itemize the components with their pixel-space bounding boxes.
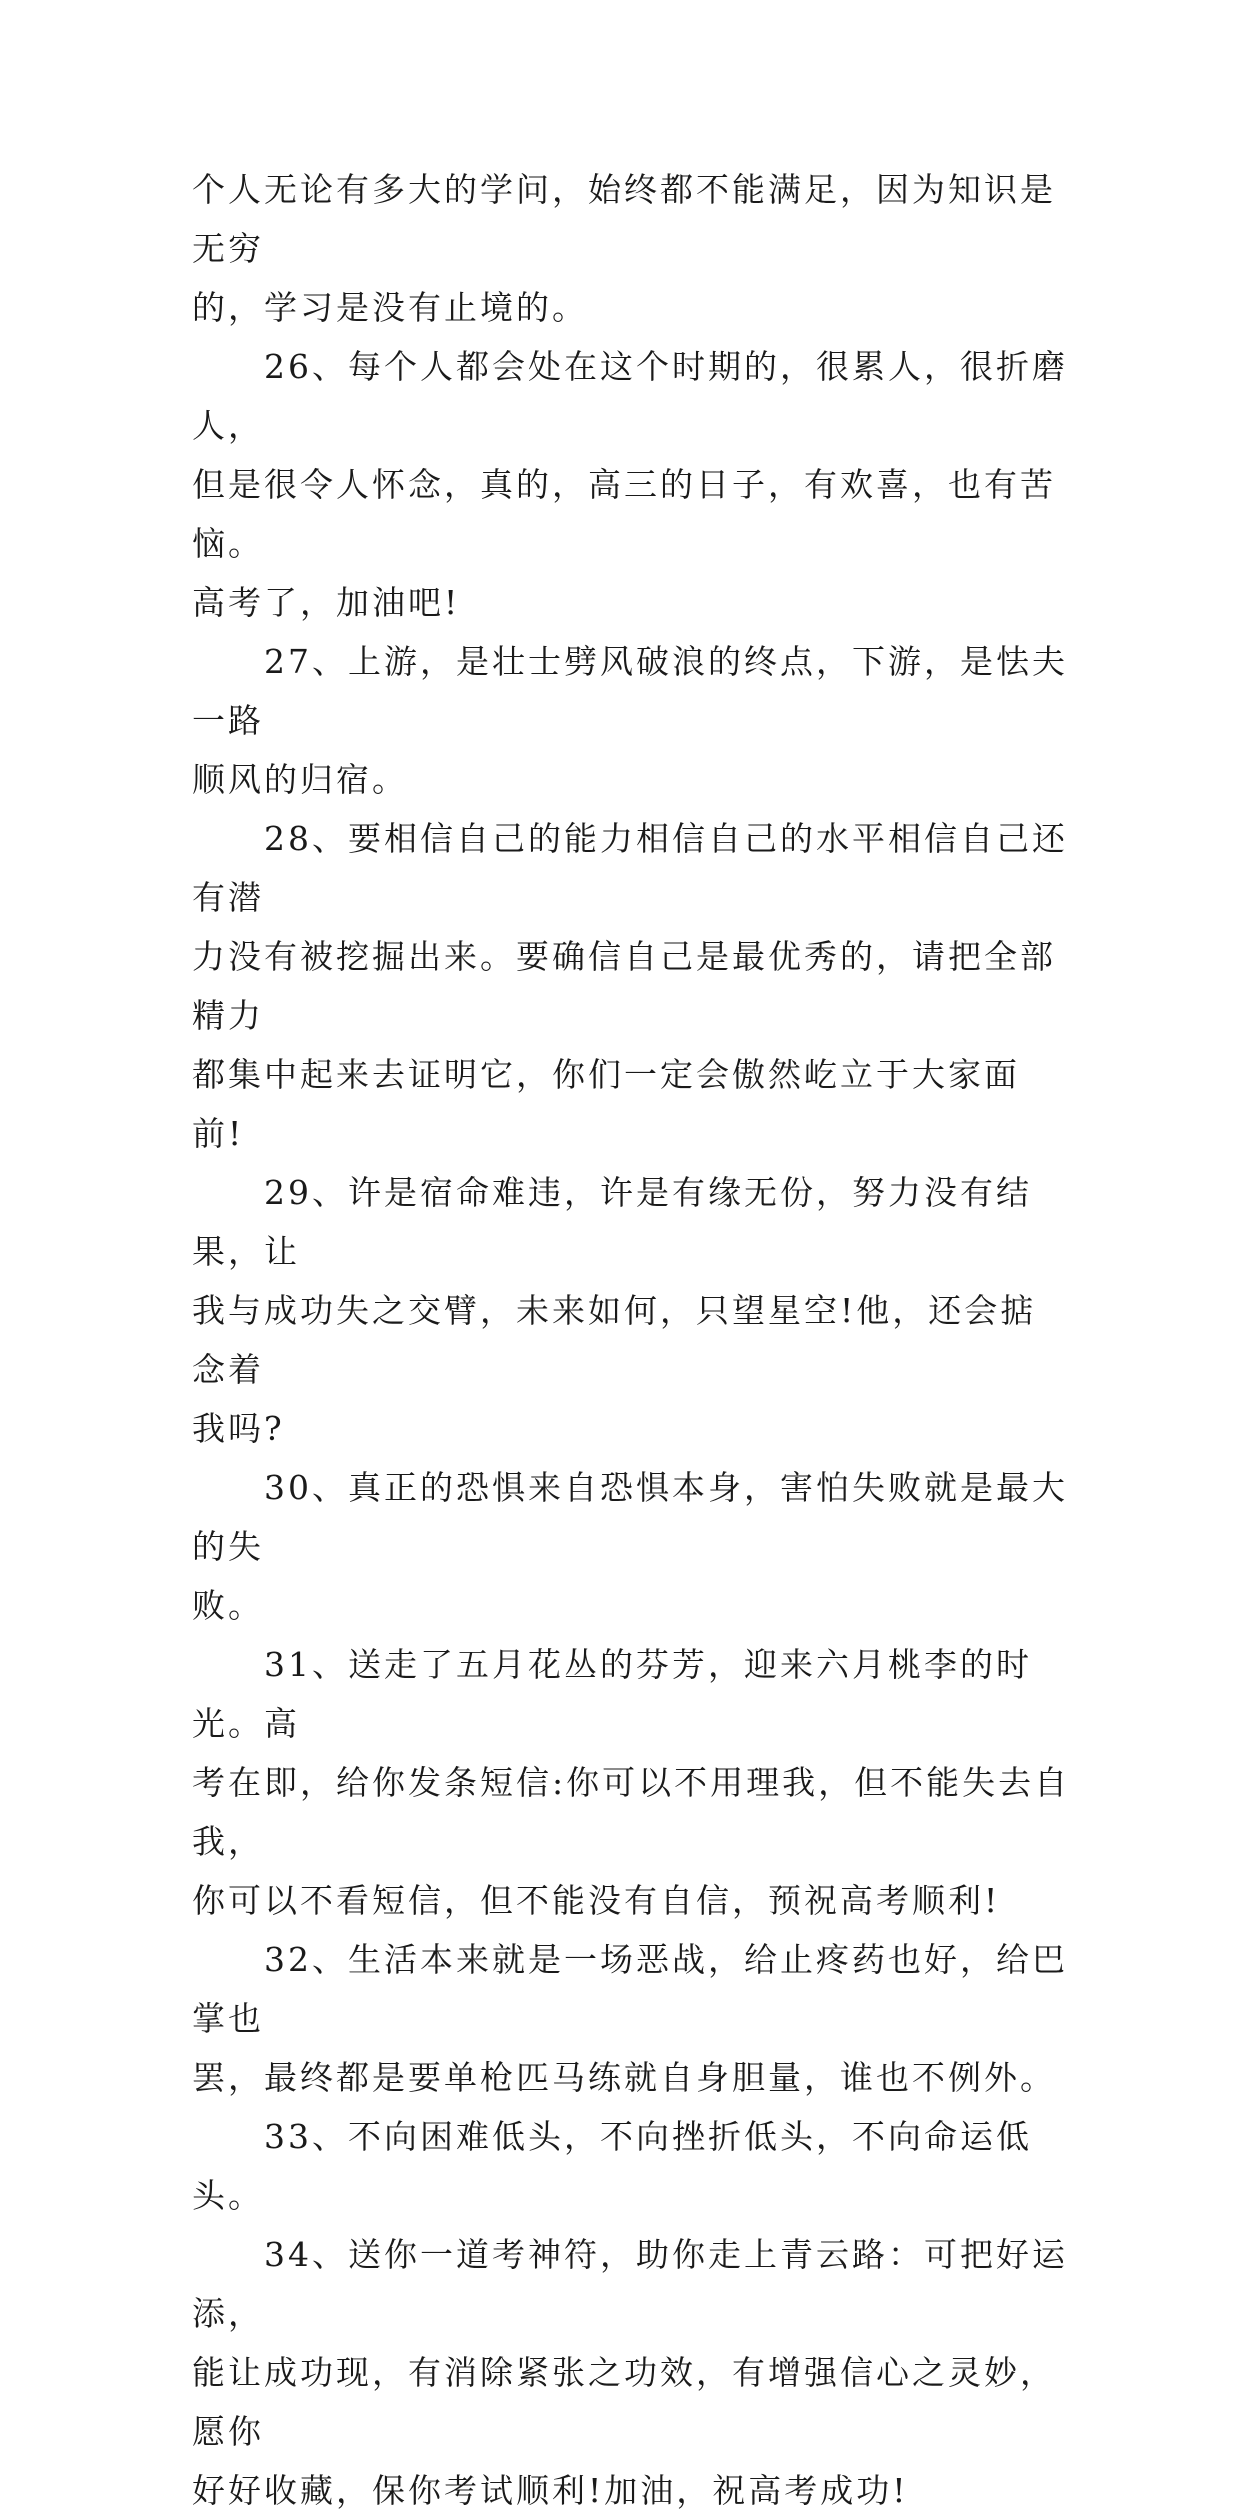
paragraph-continuation: 个人无论有多大的学问，始终都不能满足，因为知识是无穷 的，学习是没有止境的。 bbox=[192, 170, 1056, 327]
paragraph-29: 29、许是宿命难违，许是有缘无份，努力没有结果，让 我与成功失之交臂，未来如何，只望星空!他，还会掂念着 我吗? bbox=[192, 1173, 1037, 1448]
paragraph-32: 32、生活本来就是一场恶战，给止疼药也好，给巴掌也 罢，最终都是要单枪匹马练就自身胆量，谁也不例外。 bbox=[192, 1940, 1068, 2097]
paragraph-30: 30、真正的恐惧来自恐惧本身，害怕失败就是最大的失 败。 bbox=[192, 1468, 1068, 1625]
paragraph-33: 33、不向困难低头，不向挫折低头，不向命运低头。 bbox=[192, 2117, 1032, 2215]
paragraph-31: 31、送走了五月花丛的芬芳，迎来六月桃李的时光。高 考在即，给你发条短信:你可以不用理我，但不能失去自我， 你可以不看短信，但不能没有自信，预祝高考顺利! bbox=[192, 1645, 1071, 1920]
paragraph-34: 34、送你一道考神符，助你走上青云路：可把好运添， 能让成功现，有消除紧张之功效，有增强信心之灵妙，愿你 好好收藏，保你考试顺利!加油，祝高考成功! bbox=[192, 2235, 1068, 2510]
paragraph-27: 27、上游，是壮士劈风破浪的终点，下游，是怯夫一路 顺风的归宿。 bbox=[192, 642, 1068, 799]
body-text bbox=[192, 160, 1072, 2520]
paragraph-28: 28、要相信自己的能力相信自己的水平相信自己还有潜 力没有被挖掘出来。要确信自己是最优秀的，请把全部精力 都集中起来去证明它，你们一定会傲然屹立于大家面前! bbox=[192, 819, 1068, 1153]
paragraph-26: 26、每个人都会处在这个时期的，很累人，很折磨人， 但是很令人怀念，真的，高三的日子，有欢喜，也有苦恼。 高考了，加油吧! bbox=[192, 347, 1068, 622]
